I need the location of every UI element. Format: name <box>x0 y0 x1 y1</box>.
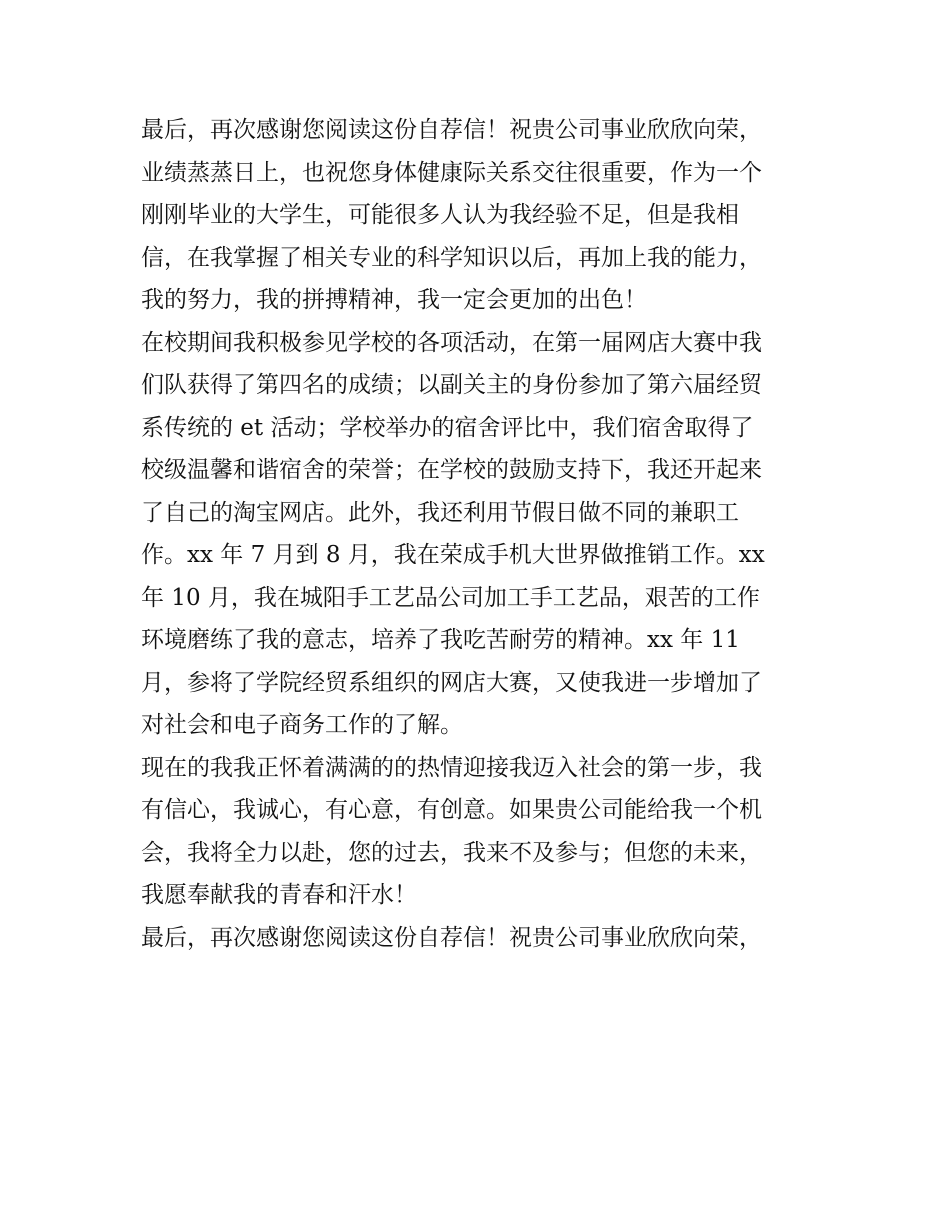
text-line: 对社会和电子商务工作的了解。 <box>141 712 463 738</box>
text-line: 会，我将全力以赴，您的过去，我来不及参与；但您的未来， <box>141 839 762 866</box>
text-line: 月，参将了学院经贸系组织的网店大赛，又使我进一步增加了 <box>141 669 762 696</box>
text-line: 年 10 月，我在城阳手工艺品公司加工手工艺品，艰苦的工作 <box>141 584 760 611</box>
text-line: 刚刚毕业的大学生，可能很多人认为我经验不足，但是我相 <box>141 202 739 228</box>
text-line: 最后，再次感谢您阅读这份自荐信！祝贵公司事业欣欣向荣， <box>141 924 762 951</box>
text-line: 在校期间我积极参见学校的各项活动，在第一届网店大赛中我 <box>141 329 762 356</box>
text-line: 系传统的 et 活动；学校举办的宿舍评比中，我们宿舍取得了 <box>141 414 754 441</box>
text-line: 信，在我掌握了相关专业的科学知识以后，再加上我的能力， <box>141 244 762 271</box>
text-line: 现在的我我正怀着满满的的热情迎接我迈入社会的第一步，我 <box>141 754 762 781</box>
text-line: 业绩蒸蒸日上，也祝您身体健康际关系交往很重要，作为一个 <box>141 159 762 186</box>
text-line: 有信心，我诚心，有心意，有创意。如果贵公司能给我一个机 <box>141 797 762 823</box>
text-line: 我的努力，我的拼搏精神，我一定会更加的出色！ <box>141 287 647 313</box>
text-line: 我愿奉献我的青春和汗水！ <box>141 882 417 908</box>
text-line: 作。xx 年 7 月到 8 月，我在荣成手机大世界做推销工作。xx <box>141 542 765 568</box>
text-line: 了自己的淘宝网店。此外，我还利用节假日做不同的兼职工 <box>141 499 739 526</box>
document-body <box>141 109 821 959</box>
text-line: 最后，再次感谢您阅读这份自荐信！祝贵公司事业欣欣向荣， <box>141 117 762 143</box>
text-line: 校级温馨和谐宿舍的荣誉；在学校的鼓励支持下，我还开起来 <box>141 457 762 483</box>
text-line: 们队获得了第四名的成绩；以副关主的身份参加了第六届经贸 <box>141 372 762 398</box>
text-line: 环境磨练了我的意志，培养了我吃苦耐劳的精神。xx 年 11 <box>141 627 740 653</box>
